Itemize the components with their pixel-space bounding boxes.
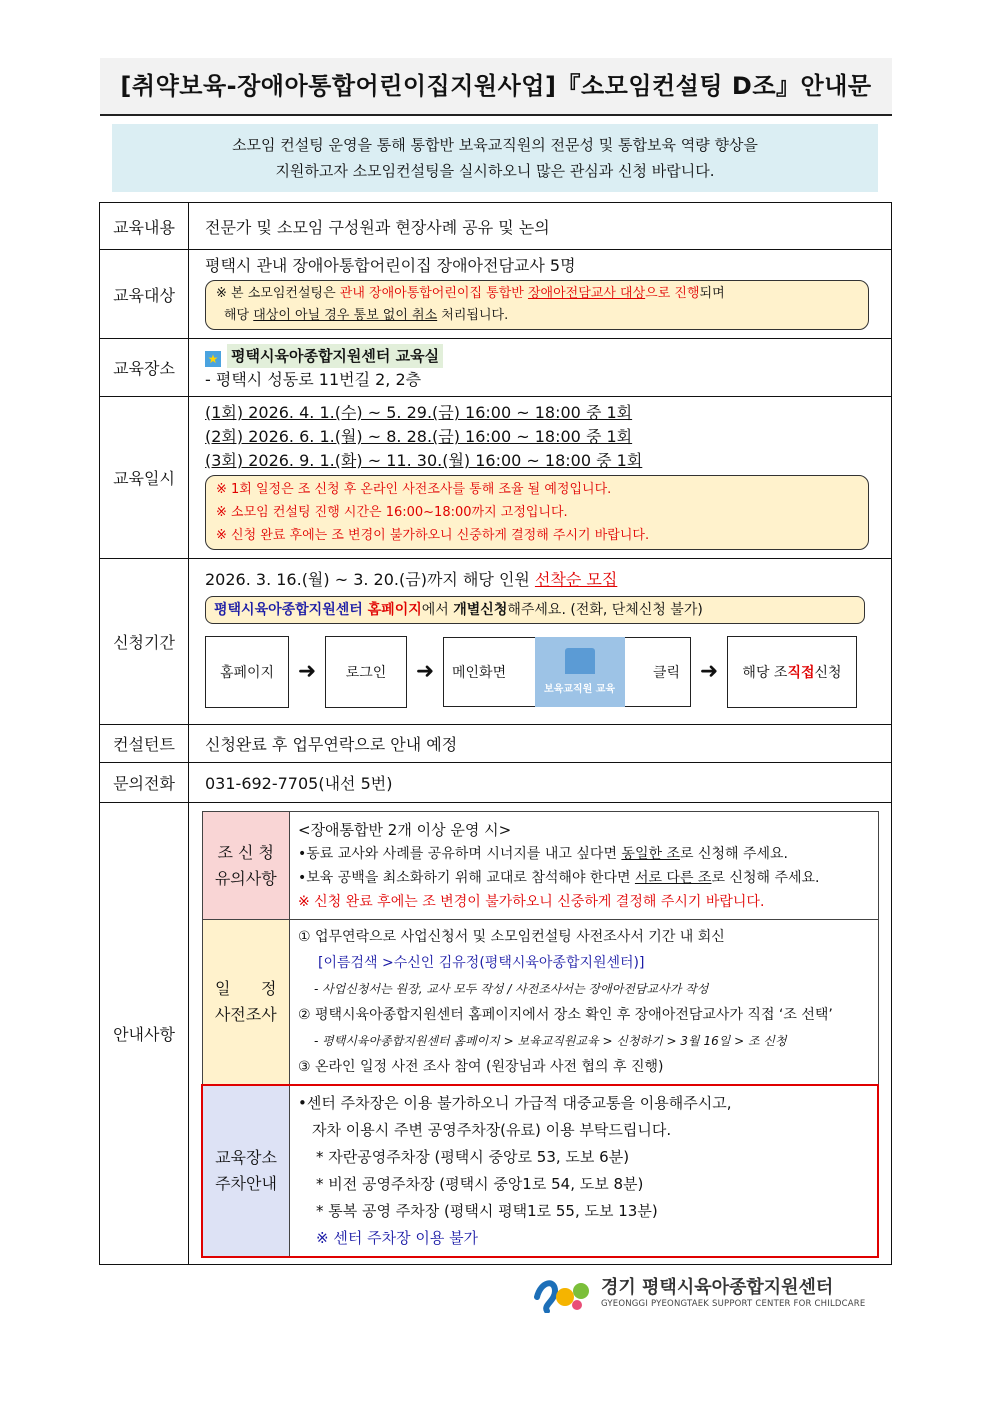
parking-lot: * 비전 공영주차장 (평택시 중앙1로 54, 도보 8분) [316, 1175, 644, 1193]
intro-line: 소모임 컨설팅 운영을 통해 통합반 보육교직원의 전문성 및 통합보육 역량 향상을 [232, 136, 758, 154]
guide-parking-body [290, 1085, 879, 1257]
education-menu-image [535, 637, 625, 707]
note-text: 해당 [224, 308, 254, 323]
guide-table [201, 811, 879, 1258]
guide-item-note: - 평택시육아종합지원센터 홈페이지 > 보육교직원교육 > 신청하기 > 3월 16일 > 조 신청 [314, 1034, 787, 1048]
info-table [99, 202, 892, 1265]
row-label-place: 교육장소 [100, 339, 189, 397]
apply-note-red: 홈페이지 [367, 601, 422, 618]
page-title: [취약보육-장애아통합어린이집지원사업]『소모임컨설팅 D조』안내문 [100, 58, 892, 116]
guide-text: 로 신청해 주세요. [711, 869, 820, 886]
guide-label-group [202, 812, 290, 920]
guide-label: 유의사항 [214, 868, 277, 888]
row-label-content: 교육내용 [100, 203, 189, 250]
schedule-date: (3회) 2026. 9. 1.(화) ~ 11. 30.(월) 16:00 ~ 18:00 중 1회 [205, 451, 643, 470]
flow-step-homepage [205, 636, 289, 708]
guide-text-underlined: 동일한 조 [621, 845, 680, 862]
guide-warning: ※ 신청 완료 후에는 조 변경이 불가하오니 신중하게 결정해 주시기 바랍니다. [298, 893, 765, 910]
guide-item: ① 업무연락으로 사업신청서 및 소모임컨설팅 사전조사서 기간 내 회신 [298, 929, 725, 945]
intro-line: 지원하고자 소모임컨설팅을 실시하오니 많은 관심과 신청 바랍니다. [275, 162, 715, 180]
row-label-target: 교육대상 [100, 250, 189, 339]
row-label-apply: 신청기간 [100, 559, 189, 725]
schedule-date: (1회) 2026. 4. 1.(수) ~ 5. 29.(금) 16:00 ~ 18:00 중 1회 [205, 403, 633, 422]
flow-step-main [443, 637, 691, 707]
apply-period-text: 2026. 3. 16.(월) ~ 3. 20.(금)까지 해당 인원 [205, 569, 535, 589]
flow-step-label-red: 직접 [787, 664, 815, 681]
apply-note-bold: 개별신청 [453, 601, 508, 618]
phone-text: 031-692-7705(내선 5번) [205, 774, 393, 793]
book-icon [565, 648, 595, 674]
note-text-underlined: 대상이 아닐 경우 통보 없이 취소 [253, 308, 438, 323]
parking-text: 자차 이용시 주변 공영주차장(유료) 이용 부탁드립니다. [312, 1121, 672, 1139]
guide-text: 로 신청해 주세요. [679, 845, 788, 862]
place-address: - 평택시 성동로 11번길 2, 2층 [205, 369, 422, 389]
schedule-note: ※ 1회 일정은 조 신청 후 온라인 사전조사를 통해 조율 될 예정입니다. [216, 482, 612, 497]
guide-text: •보육 공백을 최소화하기 위해 교대로 참석해야 한다면 [298, 869, 635, 886]
guide-heading: <장애통합반 2개 이상 운영 시> [298, 820, 512, 839]
target-note [205, 280, 869, 330]
guide-text-underlined: 서로 다른 조 [634, 869, 712, 886]
parking-text: •센터 주차장은 이용 불가하오니 가급적 대중교통을 이용해주시고, [298, 1094, 732, 1112]
schedule-date: (2회) 2026. 6. 1.(월) ~ 8. 28.(금) 16:00 ~ 18:00 중 1회 [205, 427, 633, 446]
guide-label: 교육장소 [215, 1148, 277, 1167]
arrow-right-icon: ➜ [699, 659, 719, 684]
apply-note-text: 해주세요. (전화, 단체신청 불가) [507, 601, 703, 618]
parking-lot: * 자란공영주차장 (평택시 중앙로 53, 도보 6분) [316, 1148, 630, 1166]
row-label-consultant: 컨설턴트 [100, 725, 189, 763]
arrow-right-icon: ➜ [297, 659, 317, 684]
flow-step-label: 해당 조 [742, 664, 788, 681]
center-logo-name: 경기 평택시육아종합지원센터 [601, 1277, 834, 1298]
guide-item-sub: [이름검색 >수신인 김유정(평택시육아종합지원센터)] [318, 955, 645, 971]
note-text-red: 관내 장애아통합어린이집 통합반 [339, 286, 528, 301]
guide-text: •동료 교사와 사례를 공유하며 시너지를 내고 싶다면 [298, 845, 622, 862]
flow-step-label: 메인화면 [452, 664, 507, 681]
guide-item-note: - 사업신청서는 원장, 교사 모두 작성 / 사전조사서는 장애아전담교사가 작성 [314, 982, 709, 996]
guide-item: ② 평택시육아종합지원센터 홈페이지에서 장소 확인 후 장애아전담교사가 직접 ‘조 선택’ [298, 1007, 833, 1023]
arrow-right-icon: ➜ [415, 659, 435, 684]
guide-label: 주차안내 [215, 1174, 277, 1193]
guide-label: 사전조사 [214, 1005, 277, 1024]
place-name-row [205, 344, 881, 368]
center-logo-subtitle: GYEONGGI PYEONGTAEK SUPPORT CENTER FOR CHILDCARE [601, 1299, 866, 1309]
parking-lot: * 통복 공영 주차장 (평택시 평택1로 55, 도보 13분) [316, 1202, 658, 1220]
apply-period [205, 568, 881, 592]
guide-label-parking [202, 1085, 290, 1257]
guide-label: 조 신 청 [217, 842, 275, 862]
flow-step-label: 홈페이지 [219, 664, 275, 681]
center-logo [533, 1273, 866, 1313]
note-text: 처리됩니다. [437, 308, 509, 323]
guide-item: ③ 온라인 일정 사전 조사 참여 (원장님과 사전 협의 후 진행) [298, 1059, 664, 1075]
row-label-guide: 안내사항 [100, 803, 189, 1265]
apply-period-highlight: 선착순 모집 [534, 569, 618, 589]
note-text: ※ 본 소모임컨설팅은 [216, 286, 340, 301]
row-label-phone: 문의전화 [100, 763, 189, 803]
guide-label-schedule [202, 920, 290, 1086]
apply-flow [205, 636, 881, 708]
consultant-text: 신청완료 후 업무연락으로 안내 예정 [205, 735, 458, 754]
apply-note-blue: 평택시육아종합지원센터 [214, 601, 368, 618]
parking-warning: ※ 센터 주차장 이용 불가 [316, 1229, 479, 1247]
note-text-red-underlined: 장애아전담교사 대상 [527, 286, 646, 301]
intro-box [112, 124, 878, 192]
flow-step-label: 신청 [814, 664, 842, 681]
center-logo-icon [533, 1273, 593, 1313]
note-text: 되며 [699, 286, 725, 301]
apply-note-text: 에서 [421, 601, 454, 618]
row-label-schedule: 교육일시 [100, 397, 189, 559]
schedule-note: ※ 신청 완료 후에는 조 변경이 불가하오니 신중하게 결정해 주시기 바랍니다. [216, 528, 650, 543]
note-text-red: 으로 진행 [645, 286, 700, 301]
content-text: 전문가 및 소모임 구성원과 현장사례 공유 및 논의 [205, 217, 550, 237]
guide-label: 일 정 [215, 979, 277, 998]
star-icon: ★ [205, 351, 221, 367]
guide-group-body [290, 812, 879, 920]
parking-section [202, 1085, 878, 1257]
flow-step-label: 로그인 [345, 664, 387, 681]
flow-step-label: 클릭 [652, 664, 680, 681]
guide-schedule-body [290, 920, 879, 1086]
target-text: 평택시 관내 장애아통합어린이집 장애아전담교사 5명 [205, 256, 576, 275]
flow-step-apply [727, 636, 857, 708]
schedule-note: ※ 소모임 컨설팅 진행 시간은 16:00~18:00까지 고정입니다. [216, 505, 568, 520]
apply-note [205, 596, 865, 624]
education-menu-label: 보육교직원 교육 [543, 684, 616, 695]
flow-step-login [325, 636, 407, 708]
place-name: 평택시육아종합지원센터 교육실 [227, 344, 443, 368]
schedule-notes [205, 475, 869, 550]
